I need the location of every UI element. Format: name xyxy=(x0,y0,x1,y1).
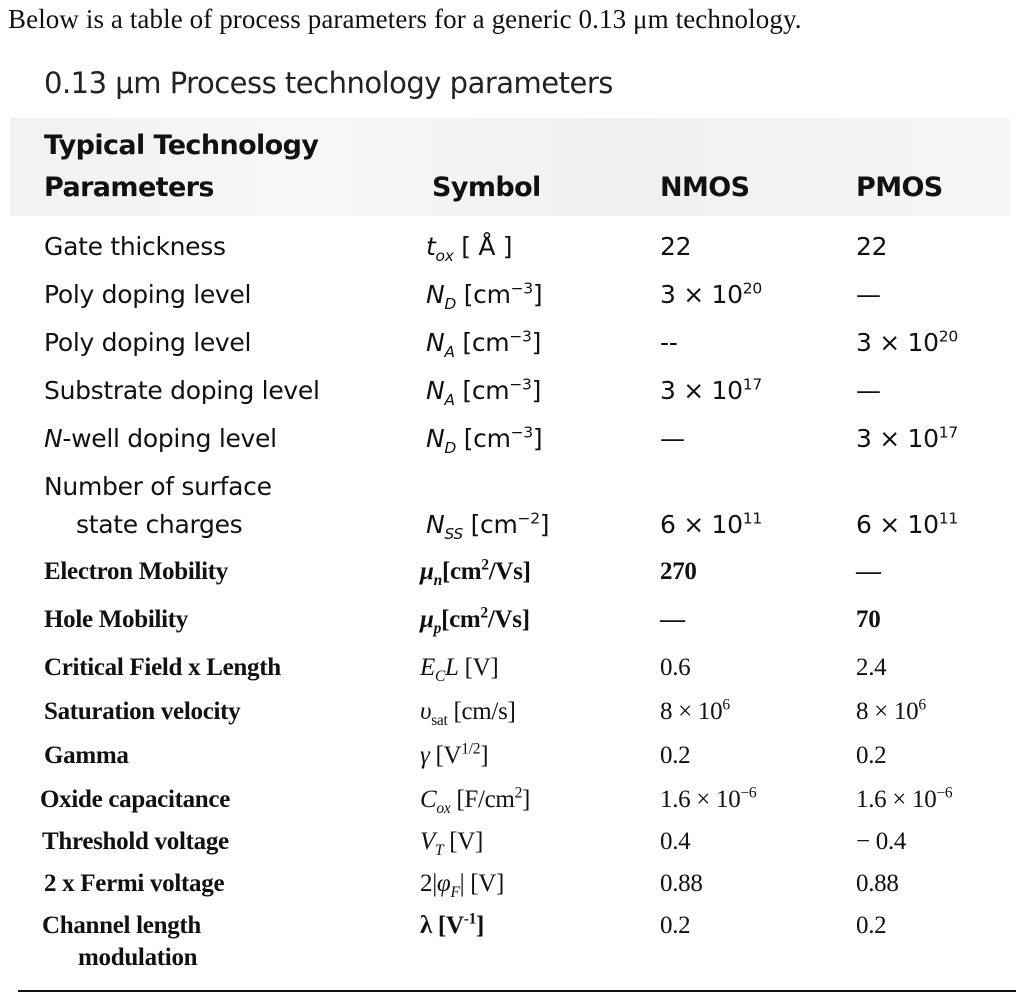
table-row xyxy=(0,870,1024,914)
nmos-cell: 0.2 xyxy=(660,742,691,769)
symbol-cell: $2|\varphi_F|$ [V] xyxy=(420,870,505,901)
param-cell: 2 x Fermi voltage xyxy=(44,870,225,897)
param-cell: Threshold voltage xyxy=(42,828,229,855)
table-row xyxy=(0,828,1024,872)
param-cell: Poly doping level xyxy=(44,280,252,309)
symbol-cell: $t_{ox}$ [ Å ] xyxy=(426,232,513,265)
header-symbol: Symbol xyxy=(432,172,541,203)
symbol-cell: λ $[V^{-1}]$ xyxy=(420,910,485,939)
header-pmos: PMOS xyxy=(856,172,943,203)
pmos-cell: — xyxy=(856,558,881,585)
param-cell: Gate thickness xyxy=(44,232,226,261)
table-title: 0.13 μm Process technology parameters xyxy=(44,66,613,100)
intro-text: Below is a table of process parameters for a generic 0.13 μm technology. xyxy=(8,4,802,34)
symbol-cell: $N_D$ $[cm^{-3}]$ xyxy=(426,279,543,313)
header-nmos: NMOS xyxy=(660,172,750,203)
param-cell: N-well doping level xyxy=(44,424,277,453)
table-row xyxy=(0,280,1024,324)
param-cell: Electron Mobility xyxy=(44,558,228,585)
pmos-cell: $3 \times 10^{17}$ xyxy=(856,423,958,453)
param-cell: Number of surface xyxy=(44,472,272,501)
table-row xyxy=(0,912,1024,982)
param-cell: Gamma xyxy=(44,742,129,769)
table-row xyxy=(0,742,1024,786)
nmos-cell: $1.6 \times 10^{-6}$ xyxy=(660,784,757,813)
symbol-cell: $N_A$ $[cm^{-3}]$ xyxy=(426,327,542,361)
nmos-cell: 22 xyxy=(660,232,692,261)
symbol-cell: $\upsilon_{sat}$ [cm/s] xyxy=(420,698,516,729)
table-row xyxy=(0,786,1024,830)
param-cell-line2: state charges xyxy=(76,510,243,539)
symbol-cell: $E_CL$ [V] xyxy=(420,654,499,685)
param-cell: Saturation velocity xyxy=(44,698,241,725)
pmos-cell: 70 xyxy=(856,606,881,633)
pmos-cell: 0.2 xyxy=(856,912,887,939)
nmos-cell: 0.6 xyxy=(660,654,691,681)
header-param-line1: Typical Technology xyxy=(44,130,319,161)
pmos-cell: 0.2 xyxy=(856,742,887,769)
symbol-cell: $\mu_p[cm^2/Vs]$ xyxy=(420,604,530,637)
table-row xyxy=(0,328,1024,372)
param-cell-line2: modulation xyxy=(78,944,198,971)
symbol-cell: $N_A$ $[cm^{-3}]$ xyxy=(426,375,542,409)
param-cell: Oxide capacitance xyxy=(40,786,231,813)
header-param-line2: Parameters xyxy=(44,172,214,203)
nmos-cell: $3 \times 10^{20}$ xyxy=(660,279,762,309)
table-row xyxy=(0,698,1024,742)
symbol-cell: $N_{SS}$ $[cm^{-2}]$ xyxy=(426,509,550,543)
pmos-cell: $1.6 \times 10^{-6}$ xyxy=(856,784,953,813)
symbol-cell: $V_T$ [V] xyxy=(420,828,484,859)
nmos-cell: 0.4 xyxy=(660,828,691,855)
nmos-cell: — xyxy=(660,424,685,453)
table-row xyxy=(0,654,1024,698)
pmos-cell: − 0.4 xyxy=(856,828,907,855)
nmos-cell: $6 \times 10^{11}$ xyxy=(660,509,762,539)
table-row xyxy=(0,606,1024,650)
bottom-rule xyxy=(18,990,1016,992)
pmos-cell: $8 \times 10^6$ xyxy=(856,696,926,725)
table-row xyxy=(0,424,1024,468)
pmos-cell: $3 \times 10^{20}$ xyxy=(856,327,958,357)
symbol-cell: $N_D$ $[cm^{-3}]$ xyxy=(426,423,543,457)
nmos-cell: $3 \times 10^{17}$ xyxy=(660,375,762,405)
nmos-cell: 0.2 xyxy=(660,912,691,939)
pmos-cell: $6 \times 10^{11}$ xyxy=(856,509,958,539)
pmos-cell: 0.88 xyxy=(856,870,899,897)
nmos-cell: $8 \times 10^6$ xyxy=(660,696,730,725)
pmos-cell: 2.4 xyxy=(856,654,887,681)
symbol-cell: $\mu_n[cm^2/Vs]$ xyxy=(420,556,531,589)
nmos-cell: — xyxy=(660,606,685,633)
nmos-cell: -- xyxy=(660,328,678,357)
table-row xyxy=(0,558,1024,602)
param-cell: Channel length xyxy=(42,912,202,939)
param-cell: Substrate doping level xyxy=(44,376,320,405)
pmos-cell: 22 xyxy=(856,232,888,261)
pmos-cell: — xyxy=(856,376,881,405)
pmos-cell: — xyxy=(856,280,881,309)
param-cell: Critical Field x Length xyxy=(44,654,281,681)
param-cell: Hole Mobility xyxy=(44,606,189,633)
table-row xyxy=(0,232,1024,276)
param-cell: Poly doping level xyxy=(44,328,252,357)
nmos-cell: 0.88 xyxy=(660,870,703,897)
symbol-cell: γ $[V^{1/2}]$ xyxy=(420,740,489,769)
table-row xyxy=(0,472,1024,562)
symbol-cell: $C_{ox}$ $[F/cm^2]$ xyxy=(420,784,531,817)
table-row xyxy=(0,376,1024,420)
nmos-cell: 270 xyxy=(660,558,697,585)
